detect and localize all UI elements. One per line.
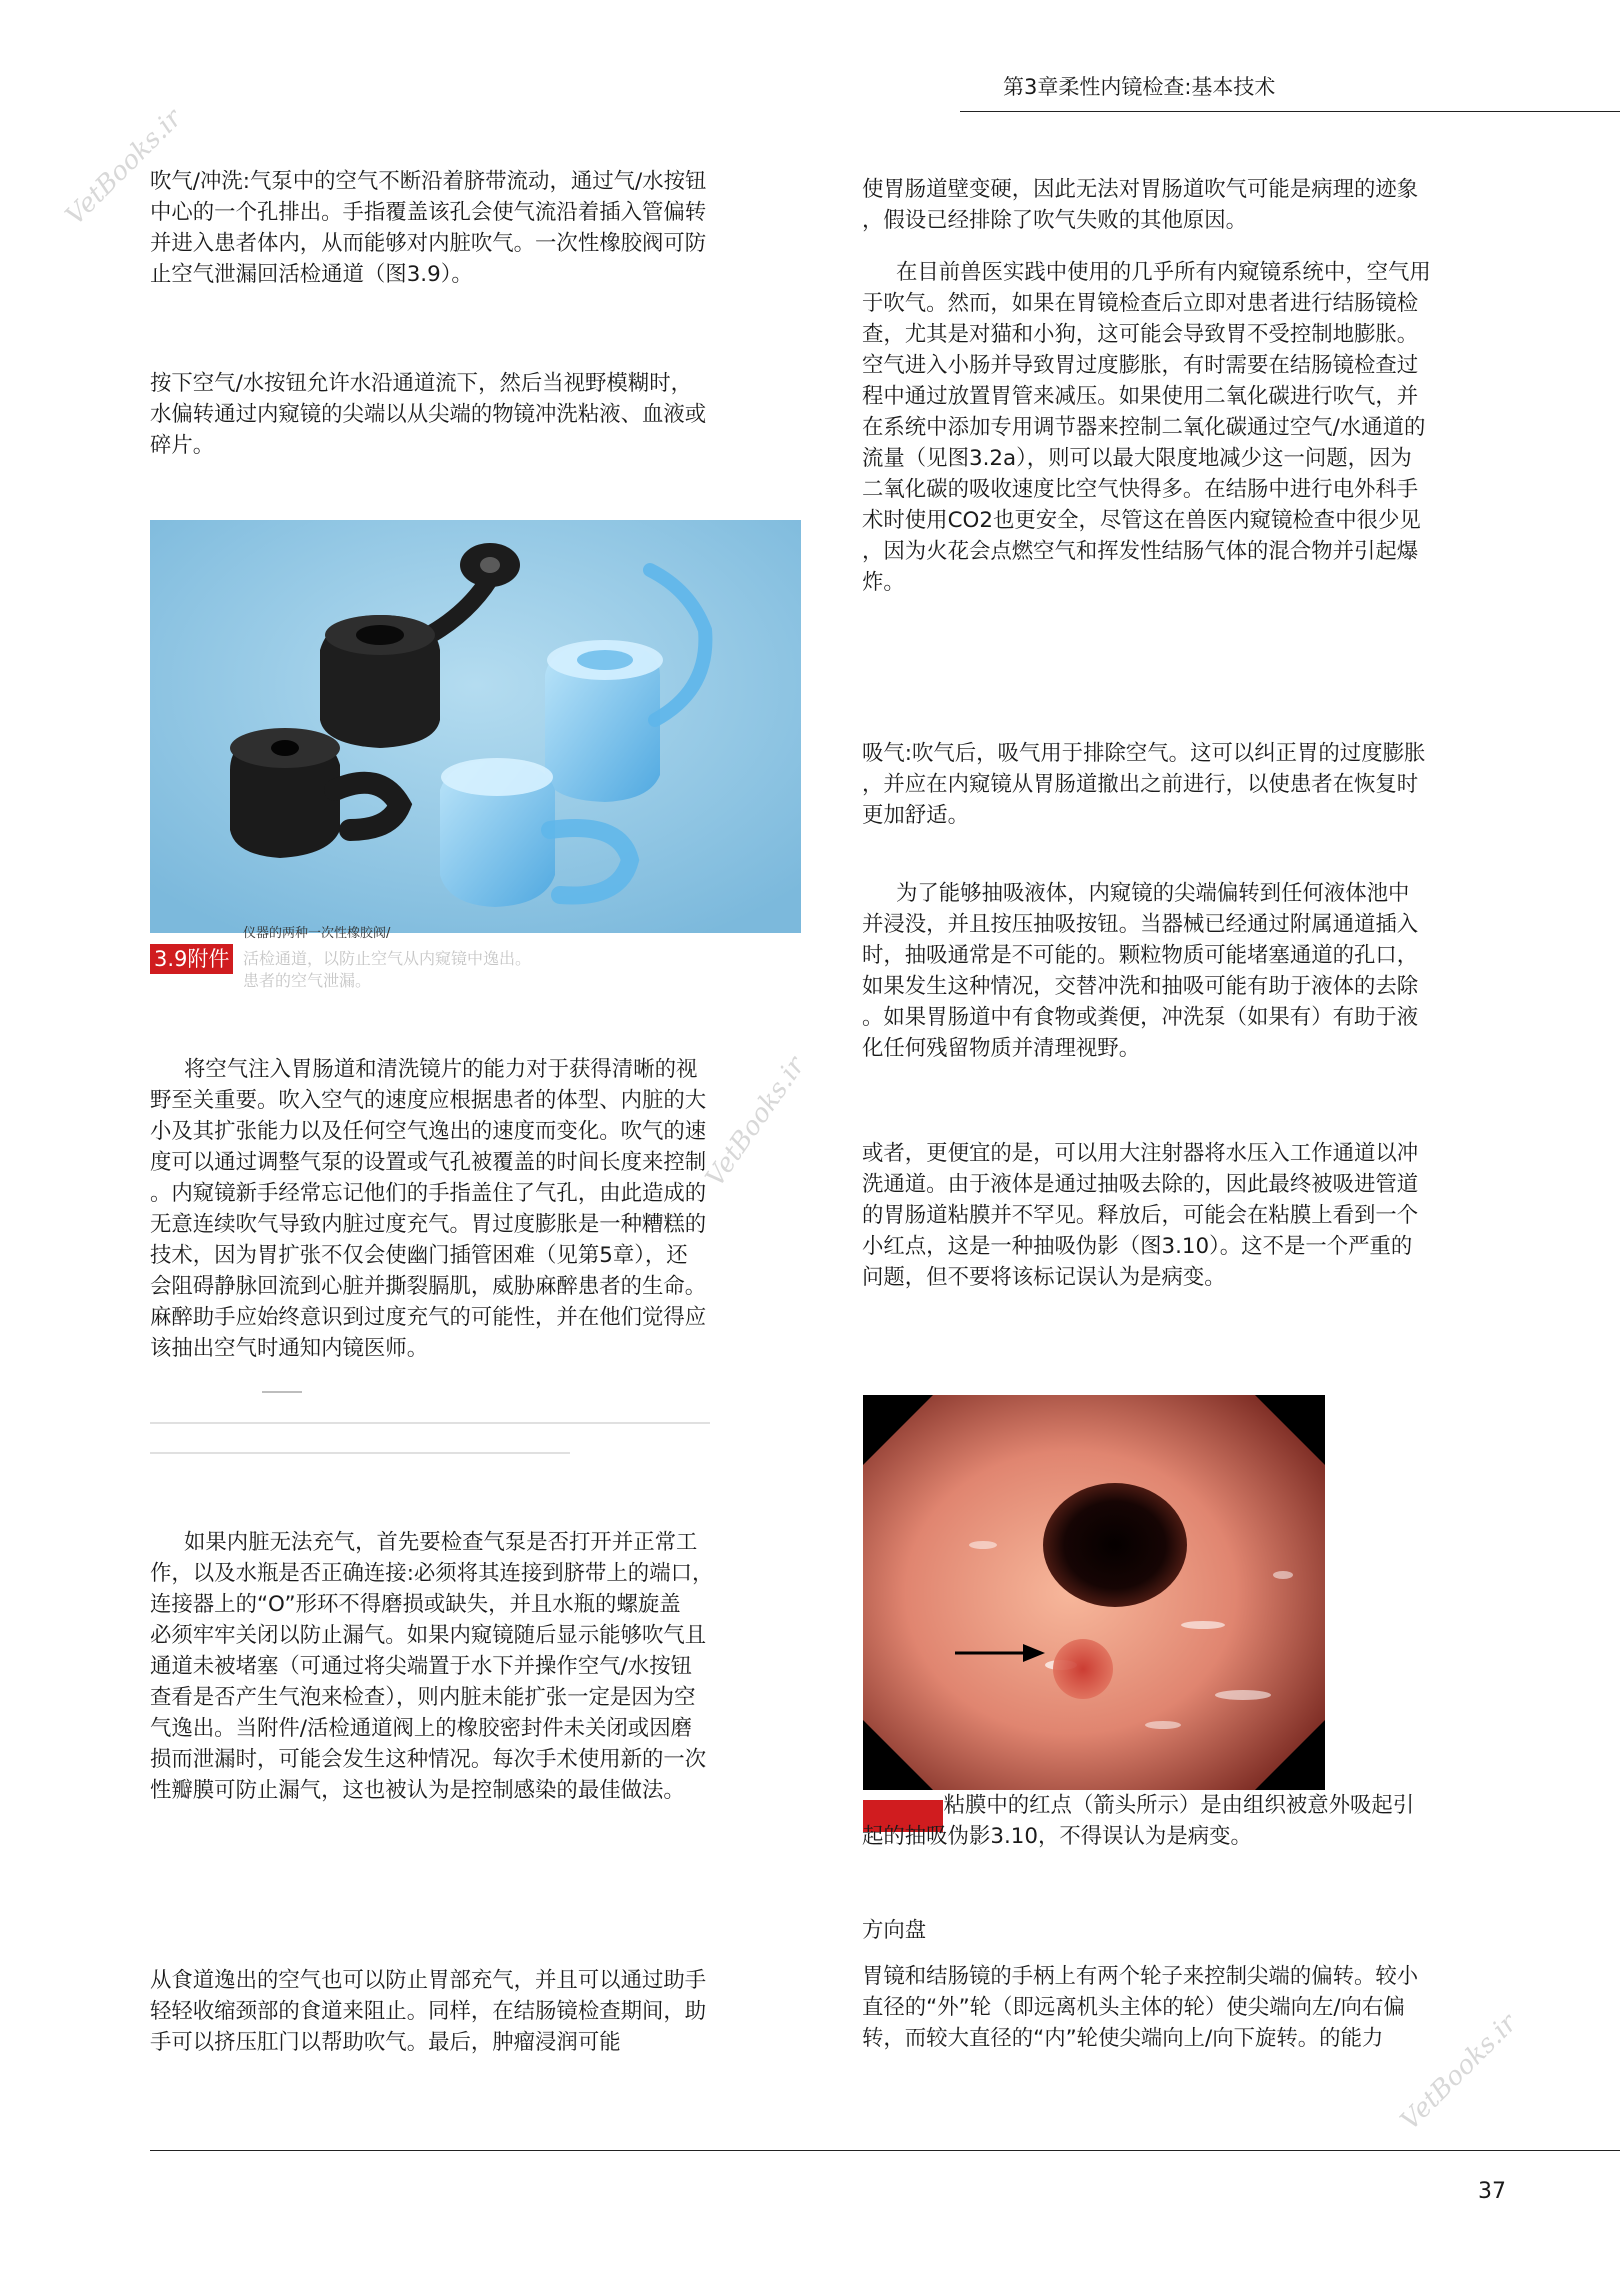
rubber-valves-image (150, 520, 801, 933)
figure-3-10-caption: 粘膜中的红点（箭头所示）是由组织被意外吸起引 起的抽吸伪影3.10，不得误认为是病变。 (862, 1793, 1415, 1849)
paragraph-failure-to-insufflate: 如果内脏无法充气，首先要检查气泵是否打开并正常工 作，以及水瓶是否正确连接:必须将其连接到脐带上的端口， 连接器上的“O”形环不得磨损或缺失，并且水瓶的螺旋盖 必须牢牢关闭以防止漏气。如果内窥镜随后显示能够吹气且 通道未被堵塞（可通过将尖端置于水下并操作空气/水按钮 查看是否产生气泡来检查），则内脏未能扩张一定是因为空 气逸出。当附件/活检通道阀上的橡胶密封件未关闭或因磨 损而泄漏时，可能会发生这种情况。每次手术使用新的一次 性瓣膜可防止漏气，这也被认为是控制感染的最佳做法。 (150, 1530, 714, 1803)
watermark: VetBooks.ir (60, 103, 188, 232)
paragraph-gi-wall: 使胃肠道壁变硬，因此无法对胃肠道吹气可能是病理的迹象 ，假设已经排除了吹气失败的其他原因。 (862, 177, 1419, 233)
watermark: VetBooks.ir (1395, 2008, 1523, 2137)
watermark: VetBooks.ir (700, 1051, 812, 1193)
header-rule (960, 111, 1620, 112)
paragraph-control-wheels: 胃镜和结肠镜的手柄上有两个轮子来控制尖端的偏转。较小 直径的“外”轮（即远离机头主体的轮）使尖端向左/向右偏 转，而较大直径的“内”轮使尖端向上/向下旋转。的能力 (862, 1964, 1419, 2051)
paragraph-air-insufflation: 将空气注入胃肠道和清洗镜片的能力对于获得清晰的视 野至关重要。吹入空气的速度应根据患者的体型、内脏的大 小及其扩张能力以及任何空气逸出的速度而变化。吹气的速 度可以通过调整气泵的设置或气孔被覆盖的时间长度来控制 。内窥镜新手经常忘记他们的手指盖住了气孔，由此造成的 无意连续吹气导致内脏过度充气。胃过度膨胀是一种糟糕的 技术，因为胃扩张不仅会使幽门插管困难（见第5章），还 会阻碍静脉回流到心脏并撕裂膈肌，威胁麻醉患者的生命。 麻醉助手应始终意识到过度充气的可能性，并在他们觉得应 该抽出空气时通知内镜医师。 (150, 1057, 707, 1361)
suction-artifact-image (863, 1395, 1325, 1790)
footer-rule (150, 2150, 1620, 2151)
paragraph-aspirate-fluid: 为了能够抽吸液体，内窥镜的尖端偏转到任何液体池中 并浸没，并且按压抽吸按钮。当器械已经通过附属通道插入 时，抽吸通常是不可能的。颗粒物质可能堵塞通道的孔口， 如果发生这种情况，交替冲洗和抽吸可能有助于液体的去除 。如果胃肠道中有食物或粪便，冲洗泵（如果有）有助于液 化任何残留物质并清理视野。 (862, 881, 1419, 1061)
figure-3-10-photo (863, 1395, 1325, 1790)
page-number: 37 (1478, 2179, 1506, 2204)
paragraph-co2-insufflation: 在目前兽医实践中使用的几乎所有内窥镜系统中，空气用 于吹气。然而，如果在胃镜检查后立即对患者进行结肠镜检 查，尤其是对猫和小狗，这可能会导致胃不受控制地膨胀。 空气进入小肠并导致胃过度膨胀，有时需要在结肠镜检查过 程中通过放置胃管来减压。如果使用二氧化碳进行吹气，并 在系统中添加专用调节器来控制二氧化碳通过空气/水通道的 流量（见图3.2a），则可以最大限度地减少这一问题，因为 二氧化碳的吸收速度比空气快得多。在结肠中进行电外科手 术时使用CO2也更安全，尽管这在兽医内窥镜检查中很少见 ，因为火花会点燃空气和挥发性结肠气体的混合物并引起爆 炸。 (862, 260, 1431, 595)
figure-3-9-photo (150, 520, 801, 933)
paragraph-flush-channel: 或者，更便宜的是，可以用大注射器将水压入工作通道以冲 洗通道。由于液体是通过抽吸去除的，因此最终被吸进管道 的胃肠道粘膜并不罕见。释放后，可能会在粘膜上看到一个 小红点，这是一种抽吸伪影（图3.10）。这不是一个严重的 问题，但不要将该标记误认为是病变。 (862, 1141, 1419, 1290)
paragraph-insufflation: 吹气/冲洗:气泵中的空气不断沿着脐带流动，通过气/水按钮 中心的一个孔排出。手指覆盖该孔会使气流沿着插入管偏转 并进入患者体内，从而能够对内脏吹气。一次性橡胶阀可防 止空气泄漏回活检通道（图3.9）。 (150, 169, 707, 287)
chapter-title: 第3章柔性内镜检查:基本技术 (1003, 75, 1276, 99)
figure-3-9-caption: 活检通道，以防止空气从内窥镜中逸出。 患者的空气泄漏。 (243, 949, 532, 990)
paragraph-water-wash: 按下空气/水按钮允许水沿通道流下，然后当视野模糊时， 水偏转通过内窥镜的尖端以从尖端的物镜冲洗粘液、血液或 碎片。 (150, 371, 707, 458)
paragraph-air-escape: 从食道逸出的空气也可以防止胃部充气，并且可以通过助手 轻轻收缩颈部的食道来阻止。同样，在结肠镜检查期间，助 手可以挤压肛门以帮助吹气。最后，肿瘤浸润可能 (150, 1968, 707, 2055)
section-heading: 方向盘 (862, 1918, 927, 1943)
figure-3-9-subcaption: 仪器的两种一次性橡胶阀/ (243, 926, 391, 941)
paragraph-suction: 吸气:吹气后，吸气用于排除空气。这可以纠正胃的过度膨胀 ，并应在内窥镜从胃肠道撤出之前进行，以使患者在恢复时 更加舒适。 (862, 741, 1426, 828)
figure-3-9-label: 3.9附件 (150, 944, 233, 974)
